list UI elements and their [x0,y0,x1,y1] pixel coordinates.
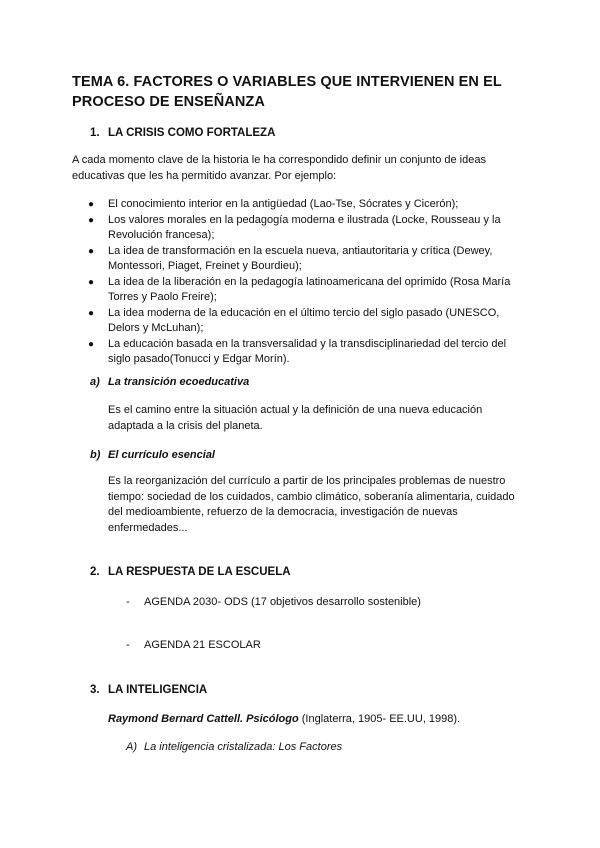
section-number: 1. [90,127,100,139]
list-item: ● La idea moderna de la educación en el último tercio del siglo pasado (UNESCO, Delors y McLuhan); [88,306,500,334]
dash-marker: - [126,639,130,651]
subsection-a-text: Es el camino entre la situación actual y la definición de una nueva educación adaptada a la crisis del planeta. [108,404,483,432]
bullet-icon: ● [88,245,95,257]
section-1-intro: A cada momento clave de la historia le ha correspondido definir un conjunto de ideas educativas que les ha permitido avanzar. Por ejemplo: [72,154,486,182]
list-item: ● La educación basada en la transversalidad y la transdisciplinariedad del tercio del siglo pasado(Tonucci y Edgar Morín). [88,337,507,365]
document-title: TEMA 6. FACTORES O VARIABLES QUE INTERVIENEN EN EL PROCESO DE ENSEÑANZA [72,74,502,110]
list-item: ● La idea de transformación en la escuela nueva, antiautoritaria y crítica (Dewey, Montessori, Piaget, Freinet y Bourdieu); [88,244,493,272]
list-item: ● La idea de la liberación en la pedagogía latinoamericana del oprimido (Rosa María Torres y Paolo Freire); [88,275,511,303]
bullet-icon: ● [88,276,95,288]
bullet-icon: ● [88,214,95,226]
list-item: A) La inteligencia cristalizada: Los Factores [126,741,343,753]
section-title: LA CRISIS COMO FORTALEZA [108,127,276,139]
list-item: ● El conocimiento interior en la antigüedad (Lao-Tse, Sócrates y Cicerón); [84,197,524,213]
list-item: ● Los valores morales en la pedagogía moderna e ilustrada (Locke, Rousseau y la Revolución francesa); [88,213,501,241]
bullet-icon: ● [88,338,95,350]
subsection-b-text: Es la reorganización del currículo a partir de los principales problemas de nuestro tiempo: sociedad de los cuidados, cambio climático, soberanía alimentaria, cuidado del medioambiente, refuerzo de la democracia, investigación de nuevas enfermedades... [108,475,515,534]
author-name: Raymond Bernard Cattell. Psicólogo [108,713,299,725]
dash-marker: - [126,596,130,608]
section-3-lead: Raymond Bernard Cattell. Psicólogo (Inglaterra, 1905- EE.UU, 1998). [108,713,461,725]
bullet-list [84,197,524,368]
bullet-icon: ● [88,307,95,319]
bullet-icon: ● [88,199,95,210]
document-page: TEMA 6. FACTORES O VARIABLES QUE INTERVIENEN EN EL PROCESO DE ENSEÑANZA 1. LA CRISIS COMO FORTALEZA A cada momento clave de la historia le ha correspondido definir un conjunto de ideas educativas que les ha permitido avanzar. Por ejemplo: ● El conocimiento interior en la antigüedad (Lao-Tse, Sócrates y Cicerón); ● Los valores morales en la pedagogía moderna e ilustrada (Locke, Rousseau y la Revolución francesa); ● La idea de transformación en la escuela nueva, antiautoritaria y crítica (Dewey, Montessori, Piaget, Freinet y Bourdieu); ● La idea de la liberación en la pedagogía latinoamericana del oprimido (Rosa María Torres y Paolo Freire); ● La idea moderna de la educación en el último tercio del siglo pasado (UNESCO, Delors y McLuhan); ● La educación basada en la transversalidad y la transdisciplinariedad del tercio del siglo pasado(Tonucci y Edgar Morín). a) La transición ecoeducativa Es el camino entre la situación actual y la definición de una nueva educación adaptada a la crisis del planeta. b) El currículo esencial Es la reorganización del currículo a partir de los principales problemas de nuestro tiempo: sociedad de los cuidados, cambio climático, soberanía alimentaria, cuidado del medioambiente, refuerzo de la democracia, investigación de nuevas enfermedades... 2. LA RESPUESTA DE LA ESCUELA - AGENDA 2030- ODS (17 objetivos desarrollo sostenible) - AGENDA 21 ESCOLAR 3. LA INTELIGENCIA Raymond Bernard Cattell. Psicólogo (Inglaterra, 1905- EE.UU, 1998). A) La inteligencia cristalizada: Los Factores [0,0,600,848]
